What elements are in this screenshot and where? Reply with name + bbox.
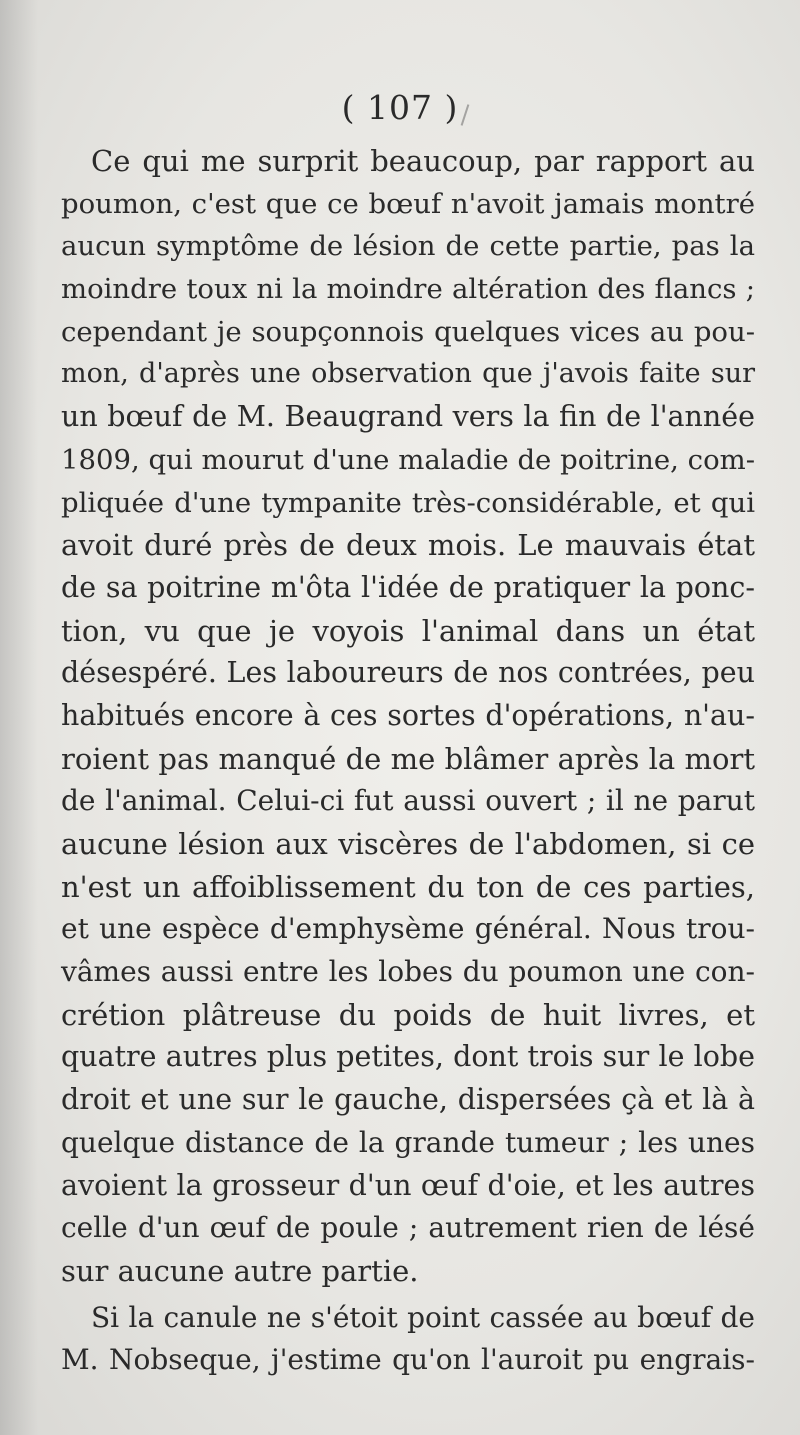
text-line: mon, d'après une observation que j'avois faite sur: [61, 358, 755, 390]
text-line: quatre autres plus petites, dont trois sur le lobe: [61, 1040, 755, 1074]
page-number: ( 107 ): [341, 88, 459, 127]
text-line: crétion plâtreuse du poids de huit livres, et: [61, 997, 755, 1032]
page-shadow: [0, 0, 38, 1435]
text-line: de l'animal. Celui-ci fut aussi ouvert ; il ne parut: [61, 784, 755, 818]
text-line: 1809, qui mourut d'une maladie de poitrine, com-: [61, 443, 755, 476]
paragraph-2: [61, 1297, 755, 1382]
text-line: tion, vu que je voyois l'animal dans un état: [61, 613, 755, 648]
text-line: vâmes aussi entre les lobes du poumon une con-: [61, 955, 755, 989]
text-line: Ce qui me surprit beaucoup, par rapport au: [91, 144, 755, 178]
text-line: sur aucune autre partie.: [61, 1253, 419, 1288]
text-line: et une espèce d'emphysème général. Nous trou-: [61, 912, 755, 946]
text-line: roient pas manqué de me blâmer après la mort: [61, 741, 755, 776]
text-line: droit et une sur le gauche, dispersées çà et là à: [61, 1083, 755, 1117]
text-line: cependant je soupçonnois quelques vices au pou-: [61, 315, 755, 348]
text-line: de sa poitrine m'ôta l'idée de pratiquer la ponc-: [61, 570, 755, 604]
text-line: avoit duré près de deux mois. Le mauvais état: [61, 528, 755, 563]
body-text: [61, 140, 755, 1382]
paragraph-1: [61, 140, 755, 1293]
text-line: pliquée d'une tympanite très-considérable, et qui: [61, 486, 755, 519]
text-line: un bœuf de M. Beaugrand vers la fin de l'année: [61, 400, 755, 434]
text-line: celle d'un œuf de poule ; autrement rien de lésé: [61, 1211, 755, 1245]
text-line: Si la canule ne s'étoit point cassée au bœuf de: [91, 1300, 755, 1334]
text-line: poumon, c'est que ce bœuf n'avoit jamais montré: [61, 187, 755, 220]
text-line: désespéré. Les laboureurs de nos contrées, peu: [61, 656, 755, 690]
text-line: moindre toux ni la moindre altération des flancs ;: [61, 273, 755, 306]
text-line: habitués encore à ces sortes d'opérations, n'au-: [61, 698, 755, 732]
text-line: avoient la grosseur d'un œuf d'oie, et les autres: [61, 1168, 755, 1202]
text-line: M. Nobseque, j'estime qu'on l'auroit pu engrais-: [61, 1343, 755, 1377]
text-line: aucune lésion aux viscères de l'abdomen, si ce: [61, 827, 755, 861]
text-line: aucun symptôme de lésion de cette partie, pas la: [61, 230, 755, 263]
text-line: n'est un affoiblissement du ton de ces parties,: [61, 869, 755, 904]
text-line: quelque distance de la grande tumeur ; les unes: [61, 1125, 755, 1159]
